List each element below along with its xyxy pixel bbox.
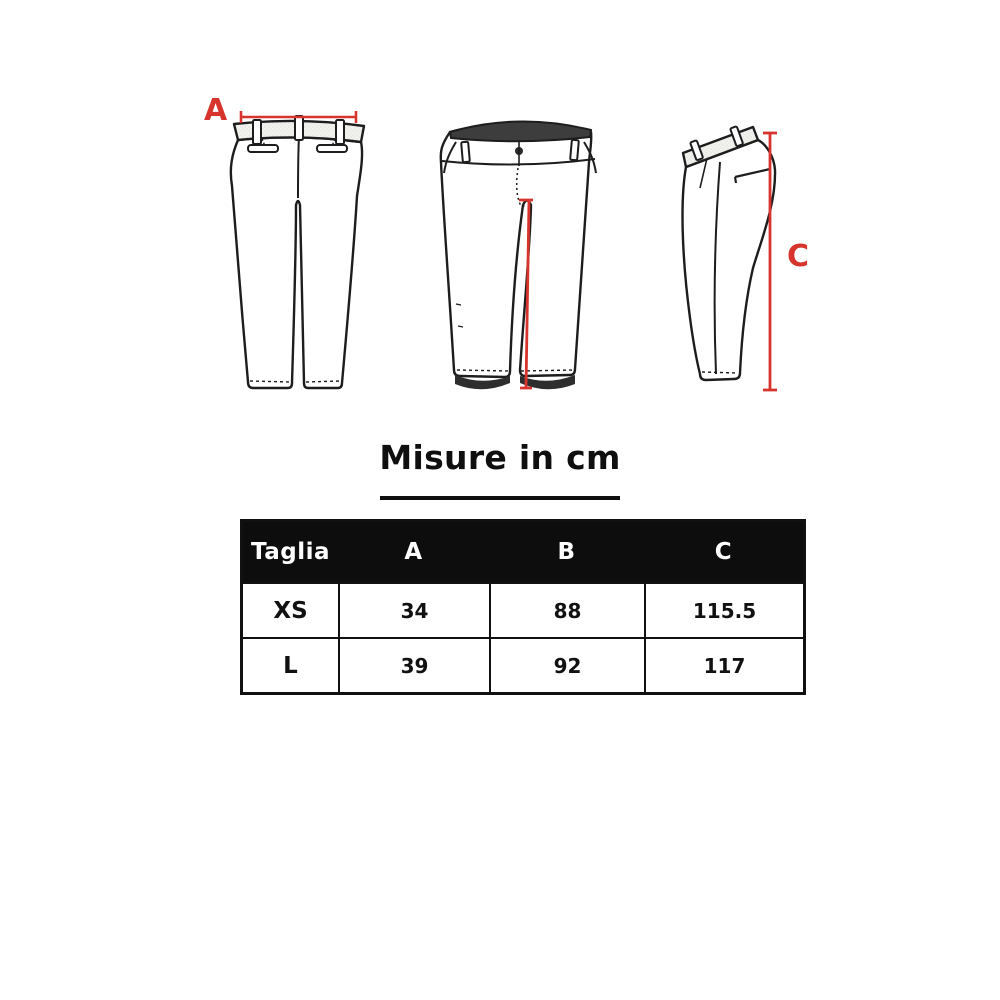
pants-front-view-drawing xyxy=(432,98,608,408)
table-cell-value: 115.5 xyxy=(644,582,803,637)
table-header-c: C xyxy=(644,522,803,582)
table-cell-value: 34 xyxy=(338,582,489,637)
table-cell-value: 39 xyxy=(338,637,489,692)
pants-back-view-svg xyxy=(196,86,370,408)
table-header-taglia: Taglia xyxy=(243,522,338,582)
title-underline xyxy=(380,496,620,500)
table-header-b: B xyxy=(489,522,644,582)
pants-back-view-drawing xyxy=(196,86,370,408)
table-cell-value: 92 xyxy=(489,637,644,692)
pants-side-view-svg xyxy=(658,108,794,408)
table-cell-size: L xyxy=(243,637,338,692)
page-title: Misure in cm xyxy=(379,438,621,477)
table-cell-value: 117 xyxy=(644,637,803,692)
size-table xyxy=(240,519,806,695)
measure-label-a: A xyxy=(204,93,228,128)
table-cell-size: XS xyxy=(243,582,338,637)
pants-side-view-drawing xyxy=(658,108,794,408)
measure-label-c: C xyxy=(787,239,810,274)
table-cell-value: 88 xyxy=(489,582,644,637)
table-header-a: A xyxy=(338,522,489,582)
pants-front-view-svg xyxy=(432,98,608,408)
